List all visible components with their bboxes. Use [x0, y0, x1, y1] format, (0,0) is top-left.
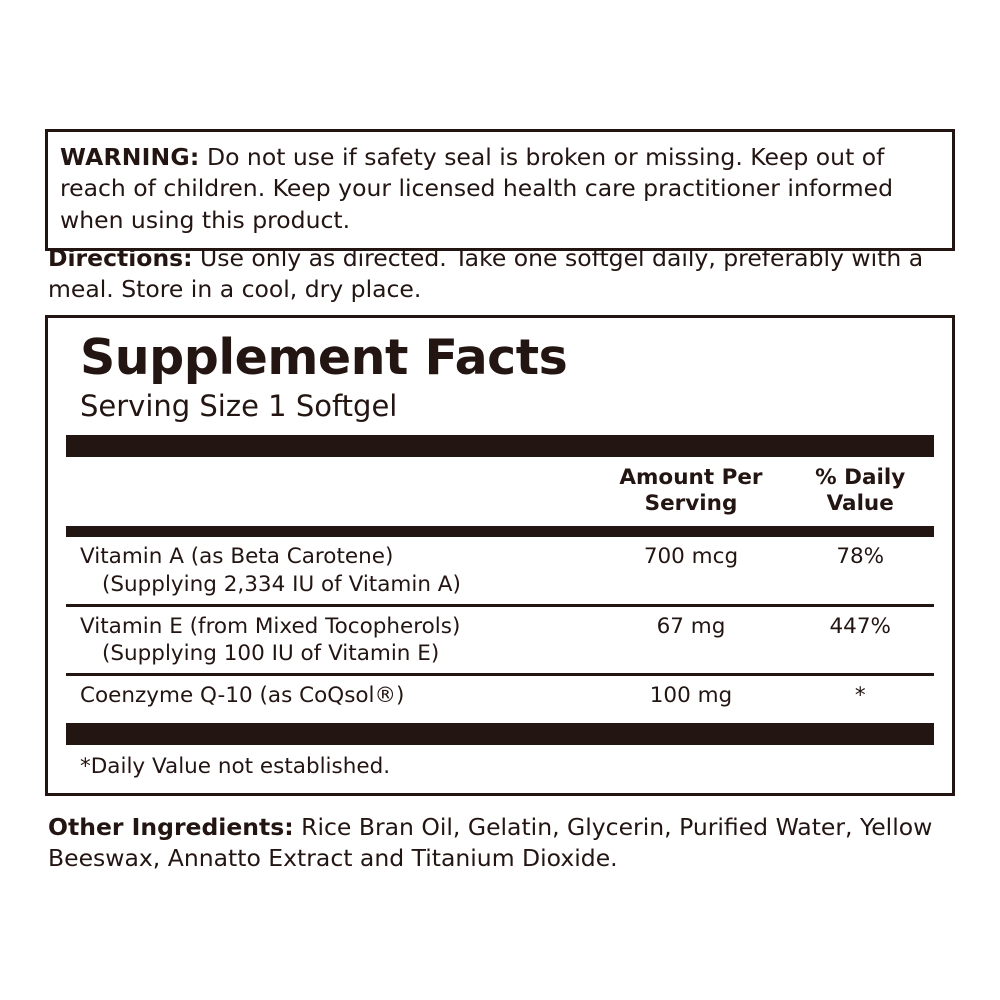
header-dv-line2: Value — [826, 490, 894, 516]
nutrient-subtext: (Supplying 100 IU of Vitamin E) — [102, 641, 440, 667]
supplement-facts-panel — [45, 315, 955, 796]
nutrient-table-2 — [66, 607, 934, 673]
nutrient-table-3 — [66, 676, 934, 711]
row-amount-cell: 700 mcg — [643, 544, 739, 570]
row-dv-cell: 78% — [836, 544, 885, 570]
divider-thick-top — [66, 435, 934, 457]
row-dv-cell: * — [854, 683, 866, 709]
other-ingredients-label: Other Ingredients: — [48, 813, 294, 841]
directions-label: Directions: — [48, 244, 193, 272]
nutrient-subtext: (Supplying 2,334 IU of Vitamin A) — [102, 571, 461, 597]
warning-body: Do not use if safety seal is broken or missing. Keep out of reach of children. Keep your licensed health care practitioner informed when using this product. — [60, 143, 893, 234]
table-header-row — [66, 457, 934, 527]
nutrient-name: Vitamin E (from Mixed Tocopherols) — [80, 613, 461, 639]
header-nutrient — [66, 457, 595, 527]
other-ingredients-body: Rice Bran Oil, Gelatin, Glycerin, Purified Water, Yellow Beeswax, Annatto Extract and Titanium Dioxide. — [48, 813, 933, 873]
row-name-cell — [66, 537, 595, 603]
row-dv-cell: 447% — [829, 613, 891, 639]
divider-thick-bottom — [66, 723, 934, 745]
header-amount-line1: Amount Per — [619, 464, 763, 490]
table-row — [66, 607, 934, 673]
header-dv-line1: % Daily — [815, 464, 906, 490]
serving-size: Serving Size 1 Softgel — [80, 388, 398, 423]
directions-text — [48, 243, 958, 306]
table-row — [66, 537, 934, 603]
header-amount-line2: Serving — [644, 490, 738, 516]
supplement-facts-title: Supplement Facts — [80, 329, 568, 386]
table-row — [66, 676, 934, 711]
warning-text — [60, 142, 940, 236]
warning-box — [45, 129, 955, 251]
other-ingredients-text — [48, 812, 963, 874]
row-amount-cell: 100 mg — [649, 683, 733, 709]
supplement-facts-table — [66, 457, 934, 527]
header-amount-per-serving — [595, 457, 786, 527]
nutrient-table — [66, 537, 934, 603]
row-name-cell — [66, 676, 595, 711]
divider-below-header — [66, 526, 934, 537]
header-daily-value — [786, 457, 934, 527]
nutrient-name: Vitamin A (as Beta Carotene) — [80, 544, 394, 570]
nutrient-name: Coenzyme Q-10 (as CoQsol®) — [80, 683, 405, 709]
row-amount-cell: 67 mg — [656, 613, 726, 639]
warning-label: WARNING: — [60, 143, 200, 171]
daily-value-footnote: *Daily Value not established. — [80, 754, 391, 780]
row-name-cell — [66, 607, 595, 673]
directions-body: Use only as directed. Take one softgel daily, preferably with a meal. Store in a cool, dry place. — [48, 244, 924, 304]
